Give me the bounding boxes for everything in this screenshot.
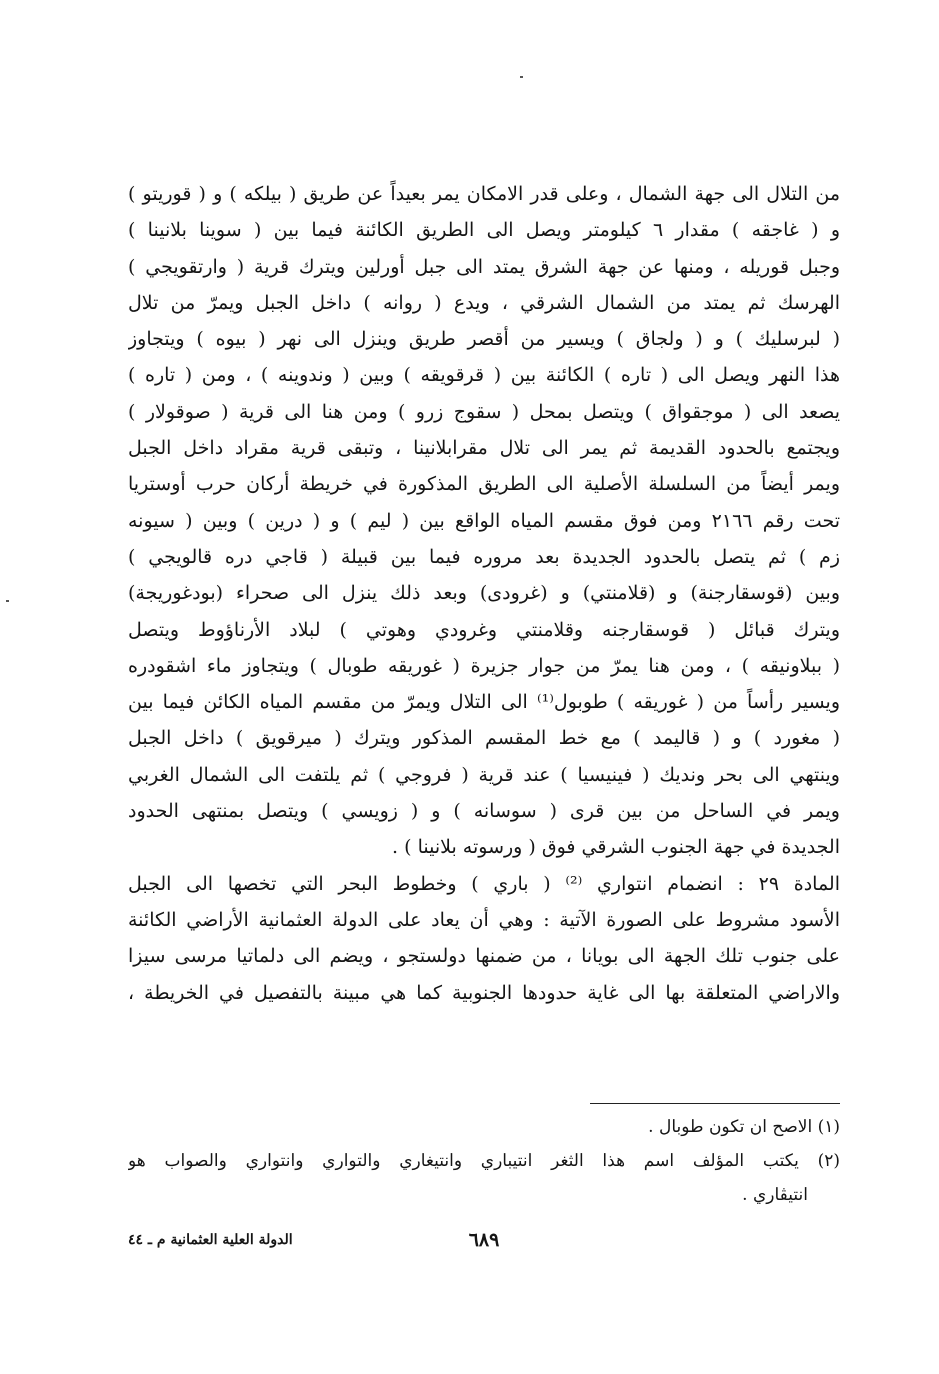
text-line: وبين (قوسقارجنة) و (قلامنتي) و (غرودى) وبعد ذلك ينزل الى صحراء (بودغوريجة) (128, 582, 840, 605)
text-line: تحت رقم ٢١٦٦ ومن فوق مقسم المياه الواقع بين ( ليم ) و ( درين ) وبين ( سيونه (128, 509, 840, 532)
signature-mark: الدولة العلية العثمانية م ـ ٤٤ (128, 1232, 293, 1248)
text-line: ويمر في الساحل من بين قرى ( سوسانه ) و ( زويسي ) ويتصل بمنتهى الحدود (128, 800, 840, 823)
text-line: الجديدة في جهة الجنوب الشرقي فوق ( ورسوته بلانينا ) . (392, 836, 840, 859)
text-line: وجبل قوريله ، ومنها عن جهة الشرق يمتد الى جبل أورلين ويترك قرية ( وارتقويجي ) (128, 255, 840, 278)
text-line: على جنوب تلك الجهة الى بويانا ، من ضمنها دولستجو ، ويضم الى دلماتيا مرسى سيزا (128, 945, 840, 968)
footnotes (128, 1110, 840, 1212)
text-line: يصعد الى ( موجقواق ) ويتصل بمحل ( سقوج زرو ) ومن هنا الى قرية ( صوقولار ) (128, 400, 840, 423)
page-footer (128, 1225, 840, 1255)
text-line: ويسير رأساً من ( غوريقه ) طوبول⁽¹⁾ الى التلال ويمرّ من مقسم المياه الكائن فيما بين (128, 691, 840, 714)
text-line: الأسود مشروط على الصورة الآتية : وهي أن يعاد على الدولة العثمانية الأراضي الكائنة (128, 908, 840, 931)
scan-speck (520, 76, 523, 78)
footnote-1: (١) الاصح ان تكون طوبال . (648, 1117, 840, 1137)
footnote-2-continuation: انتيڤاري . (742, 1185, 808, 1205)
text-line: من التلال الى جهة الشمال ، وعلى قدر الامكان يمر بعيداً عن طريق ( بيلكه ) و ( قوريتو ) (128, 183, 840, 205)
text-line: ( مغورد ) و ( قاليمد ) مع خط المقسم المذكور ويترك ( ميرقويق ) داخل الجبل (128, 727, 840, 750)
text-line: ( ببلاونيقه ) ، ومن هنا يمرّ من جوار جزيرة ( غوريقه طوبال ) ويتجاوز ماء اشقودره (128, 654, 840, 677)
text-line: ( لبرسليك ) و ( ولجاق ) ويسير من أقصر طريق وينزل الى نهر ( بيوه ) ويتجاوز (128, 328, 840, 351)
text-line: ويمر أيضاً من السلسلة الأصلية الى الطريق المذكورة في خريطة أركان حرب أوستريا (128, 473, 840, 496)
scan-speck (6, 600, 9, 602)
text-line: الهرسك ثم يمتد من الشمال الشرقي ، ويدع ( روانه ) داخل الجبل ويمرّ من تلال (128, 291, 840, 314)
page-number: ٦٨٩ (468, 1229, 500, 1251)
article-29-line: المادة ٢٩ : انضمام انتواري ⁽²⁾ ( باري ) وخطوط البحر التي تخصها الى الجبل (128, 872, 840, 895)
footnote-2: (٢) يكتب المؤلف اسم هذا الثغر انتيباري وانتيغاري والتواري وانتواري والصواب هو (128, 1151, 840, 1171)
text-line: والاراضي المتعلقة بها الى غاية حدودها الجنوبية كما هي مبينة بالتفصيل في الخريطة ، (128, 981, 840, 1004)
text-line: و ( غاجقه ) مقدار ٦ كيلومتر ويصل الى الطريق الكائنة فيما بين ( سوينا بلانينا ) (128, 219, 840, 242)
text-line: ويترك قبائل ( قوسقارجنه وقلامنتي وغرودي وهوتي ) لبلاد الأرناؤوط ويتصل (128, 618, 840, 641)
text-line: وينتهي الى بحر ونديك ( فينيسيا ) عند قرية ( فروجي ) ثم يلتفت الى الشمال الغربي (128, 763, 840, 786)
text-line: ويجتمع بالحدود القديمة ثم يمر الى تلال مقرابلانينا ، وتبقى قرية مقراد داخل الجبل (128, 437, 840, 460)
text-line: زم ) ثم يتصل بالحدود الجديدة بعد مروره فيما بين قبيلة ( قاجي دره قالويجي ) (128, 545, 840, 568)
text-line: هذا النهر ويصل الى ( تاره ) الكائنة بين ( قرقويقه ) وبين ( وندوينه ) ، ومن ( تاره ) (128, 364, 840, 387)
body-text (128, 176, 840, 1011)
footnote-divider (590, 1103, 840, 1104)
